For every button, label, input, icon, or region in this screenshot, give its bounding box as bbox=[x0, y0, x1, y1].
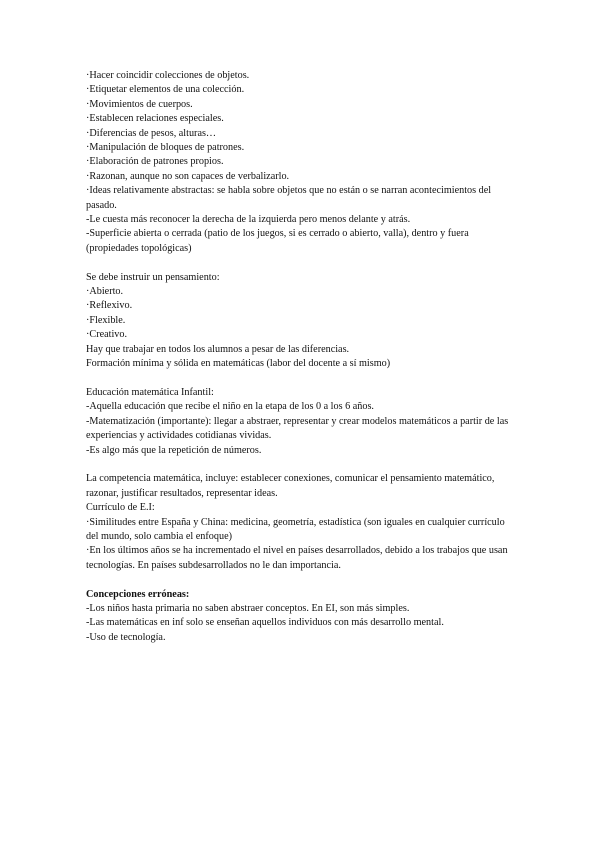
paragraph-line: -Las matemáticas en inf solo se enseñan aquellos individuos con más desarrollo mental. bbox=[86, 617, 444, 629]
paragraph-line: -Es algo más que la repetición de números. bbox=[86, 444, 262, 456]
paragraph-line: Currículo de E.I: bbox=[86, 502, 155, 514]
paragraph-line: ·Hacer coincidir colecciones de objetos. bbox=[86, 70, 250, 81]
paragraph-line: -Superficie abierta o cerrada (patio de los juegos, si es cerrado o abierto, valla), dentro y fuera (propiedades topológicas) bbox=[86, 228, 472, 254]
paragraph-line: ·Reflexivo. bbox=[86, 300, 133, 312]
paragraph-line: -Matematización (importante): llegar a abstraer, representar y crear modelos matemáticos a partir de las experiencias y actividades cotidianas vividas. bbox=[86, 415, 511, 442]
paragraph-line: ·Elaboración de patrones propios. bbox=[86, 156, 224, 168]
spacer bbox=[86, 256, 516, 270]
paragraph-line: Formación mínima y sólida en matemáticas (labor del docente a sí mismo) bbox=[86, 358, 391, 370]
paragraph-line: ·Ideas relativamente abstractas: se habla sobre objetos que no están o se narran acontecimientos del pasado. bbox=[86, 185, 494, 211]
paragraph-line: -Uso de tecnología. bbox=[86, 631, 166, 643]
paragraph-line: Educación matemática Infantil: bbox=[86, 386, 214, 398]
spacer bbox=[86, 458, 516, 472]
paragraph-line: La competencia matemática, incluye: establecer conexiones, comunicar el pensamiento matemático, razonar, justificar resultados, representar ideas. bbox=[86, 473, 497, 499]
paragraph-line: -Los niños hasta primaria no saben abstraer conceptos. En EI, son más simples. bbox=[86, 602, 410, 614]
paragraph-line: ·Razonan, aunque no son capaces de verbalizarlo. bbox=[86, 170, 290, 182]
section-misconceptions bbox=[86, 588, 516, 646]
document-body bbox=[86, 69, 516, 645]
paragraph-line: ·Abierto. bbox=[86, 286, 124, 298]
paragraph-line: -Le cuesta más reconocer la derecha de la izquierda pero menos delante y atrás. bbox=[86, 214, 411, 226]
paragraph-line: ·Establecen relaciones especiales. bbox=[86, 113, 224, 125]
section-thinking-types bbox=[86, 271, 516, 372]
spacer bbox=[86, 372, 516, 386]
paragraph-line: Hay que trabajar en todos los alumnos a pesar de las diferencias. bbox=[86, 343, 350, 355]
paragraph-line: ·Similitudes entre España y China: medicina, geometría, estadística (son iguales en cualquier currículo del mundo, solo cambia el enfoque) bbox=[86, 516, 508, 542]
paragraph-line: ·Flexible. bbox=[86, 314, 126, 326]
paragraph-line: ·Creativo. bbox=[86, 329, 128, 341]
paragraph-line: ·Diferencias de pesos, alturas… bbox=[86, 127, 217, 139]
section-math-education bbox=[86, 386, 516, 458]
section-heading: Concepciones erróneas: bbox=[86, 588, 190, 600]
spacer bbox=[86, 573, 516, 587]
paragraph-line: ·En los últimos años se ha incrementado el nivel en países desarrollados, debido a los trabajos que usan tecnologías. En países subdesarrollados no le dan importancia. bbox=[86, 545, 511, 571]
paragraph-line: Se debe instruir un pensamiento: bbox=[86, 271, 220, 283]
paragraph-line: ·Movimientos de cuerpos. bbox=[86, 98, 193, 110]
section-development-abilities bbox=[86, 69, 516, 256]
paragraph-line: -Aquella educación que recibe el niño en la etapa de los 0 a los 6 años. bbox=[86, 401, 374, 413]
paragraph-line: ·Etiquetar elementos de una colección. bbox=[86, 84, 245, 96]
section-competence bbox=[86, 472, 516, 573]
paragraph-line: ·Manipulación de bloques de patrones. bbox=[86, 142, 245, 154]
